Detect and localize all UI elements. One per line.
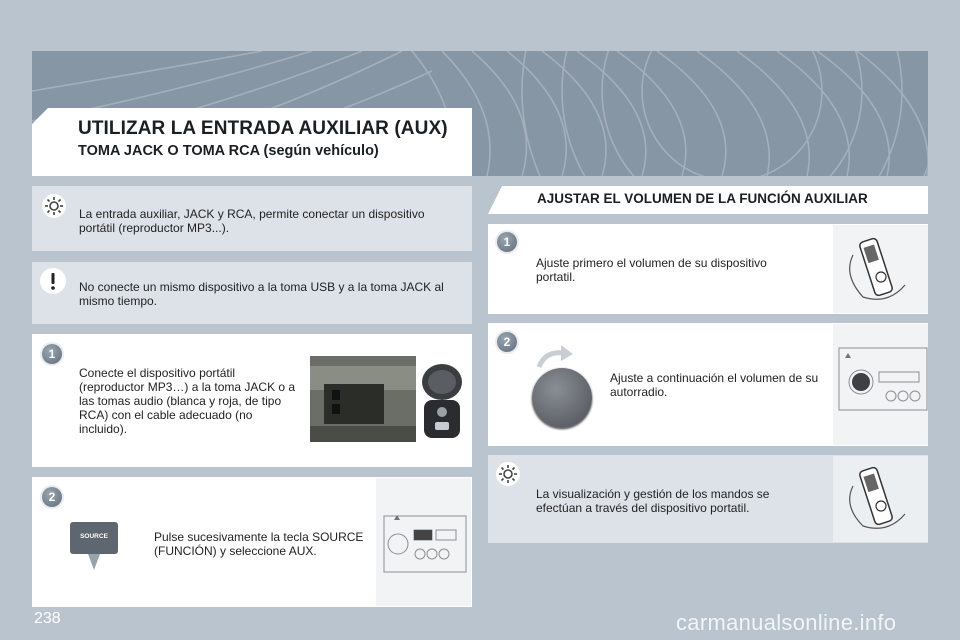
right-info-text: La visualización y gestión de los mandos se efectúan a través del dispositivo portatil. xyxy=(536,487,770,515)
source-button[interactable] xyxy=(68,520,120,572)
info-text: La entrada auxiliar, JACK y RCA, permite conectar un dispositivo portátil (reproductor MP3...). xyxy=(79,207,425,235)
radio-panel-image-left xyxy=(376,478,471,606)
page-title: UTILIZAR LA ENTRADA AUXILIAR (AUX) xyxy=(78,118,448,139)
volume-knob[interactable] xyxy=(532,368,592,428)
warning-text: No conecte un mismo dispositivo a la toma USB y a la toma JACK al mismo tiempo. xyxy=(79,280,444,308)
radio-panel-image-right xyxy=(833,324,928,445)
source-button-label: SOURCE xyxy=(80,533,108,540)
aux-socket-photo xyxy=(310,356,416,442)
portable-player-image xyxy=(833,456,928,542)
jack-socket-icon xyxy=(418,360,466,440)
right-step2-text: Ajuste a continuación el volumen de su autorradio. xyxy=(610,371,819,399)
page-number: 238 xyxy=(34,610,61,627)
section-title: AJUSTAR EL VOLUMEN DE LA FUNCIÓN AUXILIAR xyxy=(537,191,868,206)
warning-icon xyxy=(40,268,66,294)
step-badge-2: 2 xyxy=(42,487,62,507)
step-badge-1: 1 xyxy=(42,344,62,364)
step-badge-1: 1 xyxy=(497,232,517,252)
sun-icon xyxy=(496,462,520,486)
page-subtitle: TOMA JACK O TOMA RCA (según vehículo) xyxy=(78,143,379,159)
portable-player-image xyxy=(833,225,928,313)
rotate-arrow-icon xyxy=(535,343,575,369)
left-step2-text: Pulse sucesivamente la tecla SOURCE (FUNCIÓN) y seleccione AUX. xyxy=(154,530,364,558)
sun-icon xyxy=(42,194,66,218)
watermark: carmanualsonline.info xyxy=(676,610,897,635)
step-badge-2: 2 xyxy=(497,332,517,352)
right-step1-text: Ajuste primero el volumen de su dispositivo portatil. xyxy=(536,256,767,284)
left-step1-text: Conecte el dispositivo portátil (reproductor MP3…) a la toma JACK o a las tomas audio (blanca y roja, de tipo RCA) con el cable adecuado (no incluido). xyxy=(79,366,296,436)
